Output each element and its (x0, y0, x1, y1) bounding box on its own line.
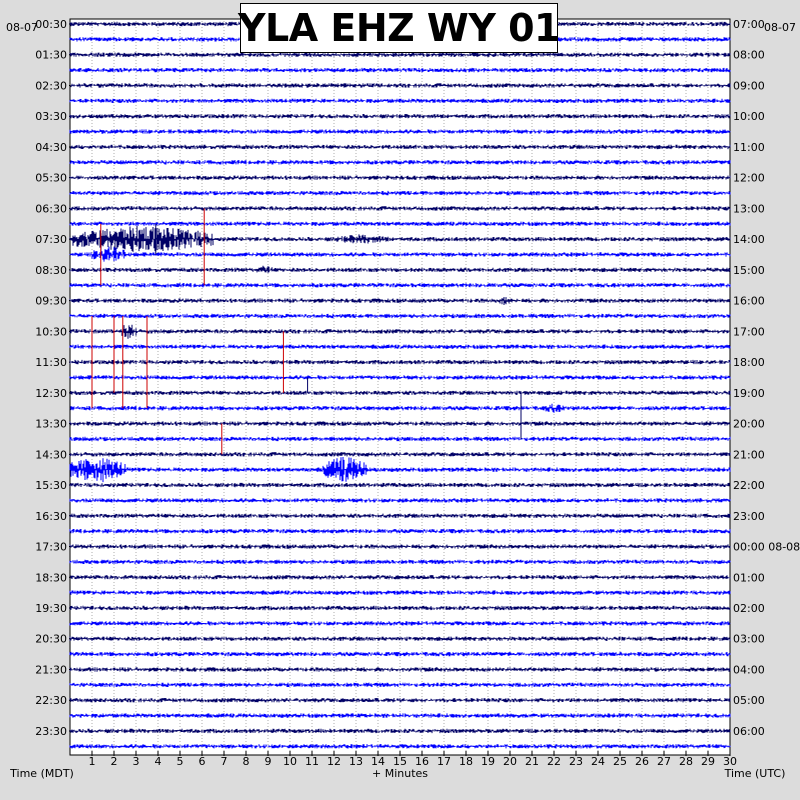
time-label-mdt: 12:30 (35, 386, 67, 400)
time-label-utc: 00:00 08-08 (733, 540, 800, 554)
time-label-mdt: 19:30 (35, 602, 67, 615)
time-label-mdt: 09:30 (35, 294, 67, 308)
time-label-mdt: 23:30 (35, 724, 67, 738)
x-tick-label: 26 (635, 755, 649, 768)
x-tick-label: 21 (525, 755, 539, 768)
date-label-left: 08-07 (6, 21, 38, 34)
time-label-utc: 16:00 (733, 294, 765, 308)
time-label-utc: 03:00 (733, 632, 765, 646)
x-tick-label: 29 (701, 755, 715, 768)
time-label-mdt: 13:30 (35, 417, 67, 431)
time-label-mdt: 15:30 (35, 479, 67, 493)
time-label-utc: 15:00 (733, 263, 765, 277)
x-tick-label: 4 (154, 755, 162, 768)
date-label-right: 08-07 (764, 21, 796, 34)
x-tick-label: 14 (371, 755, 385, 768)
x-tick-label: 1 (88, 755, 96, 768)
time-label-mdt: 06:30 (35, 202, 67, 216)
x-tick-label: 22 (547, 755, 561, 768)
time-label-mdt: 02:30 (35, 79, 67, 93)
x-tick-label: 7 (220, 755, 228, 768)
time-label-mdt: 16:30 (35, 509, 67, 523)
time-label-mdt: 22:30 (35, 694, 67, 708)
x-tick-label: 10 (283, 755, 297, 768)
time-label-mdt: 08:30 (35, 263, 67, 277)
time-label-mdt: 01:30 (35, 48, 67, 62)
x-tick-label: 13 (349, 755, 363, 768)
x-tick-label: 28 (679, 755, 693, 768)
x-tick-label: 12 (327, 755, 341, 768)
time-label-utc: 13:00 (733, 202, 765, 216)
x-tick-label: 8 (242, 755, 250, 768)
time-label-mdt: 14:30 (35, 448, 67, 462)
time-label-mdt: 03:30 (35, 110, 67, 124)
x-tick-label: 6 (198, 755, 206, 768)
time-label-utc: 17:00 (733, 325, 765, 339)
x-tick-label: 24 (591, 755, 605, 768)
time-label-utc: 10:00 (733, 110, 765, 124)
chart-title: YLA EHZ WY 01 (238, 6, 560, 50)
x-tick-label: 20 (503, 755, 517, 768)
y-axis-label-right: Time (UTC) (724, 767, 786, 780)
time-label-mdt: 00:30 (35, 18, 67, 31)
time-label-utc: 19:00 (733, 386, 765, 400)
x-tick-label: 17 (437, 755, 451, 768)
x-tick-label: 27 (657, 755, 671, 768)
x-tick-label: 15 (393, 755, 407, 768)
x-tick-label: 9 (264, 755, 272, 768)
y-axis-label-left: Time (MDT) (10, 767, 74, 780)
time-label-utc: 05:00 (733, 694, 765, 708)
time-label-mdt: 04:30 (35, 140, 67, 154)
time-label-mdt: 17:30 (35, 540, 67, 554)
x-tick-label: 5 (176, 755, 184, 768)
x-tick-label: 25 (613, 755, 627, 768)
x-tick-label: 23 (569, 755, 583, 768)
time-label-utc: 08:00 (733, 48, 765, 62)
chart-title-box (240, 3, 558, 53)
x-tick-label: 19 (481, 755, 495, 768)
time-label-mdt: 10:30 (35, 325, 67, 339)
time-label-utc: 22:00 (733, 479, 765, 493)
time-label-utc: 21:00 (733, 448, 765, 462)
time-label-utc: 01:00 (733, 571, 765, 585)
x-tick-label: 11 (305, 755, 319, 768)
time-label-utc: 23:00 (733, 509, 765, 523)
time-label-utc: 04:00 (733, 663, 765, 677)
x-tick-label: 2 (110, 755, 118, 768)
time-label-utc: 07:00 (733, 18, 765, 31)
time-label-mdt: 20:30 (35, 632, 67, 646)
time-label-mdt: 18:30 (35, 571, 67, 585)
x-axis-label: + Minutes (371, 767, 429, 780)
time-label-mdt: 21:30 (35, 663, 67, 677)
x-tick-label: 16 (415, 755, 429, 768)
time-label-mdt: 11:30 (35, 356, 67, 370)
time-label-utc: 02:00 (733, 602, 765, 615)
time-label-utc: 12:00 (733, 171, 765, 185)
time-label-utc: 09:00 (733, 79, 765, 93)
time-label-utc: 11:00 (733, 140, 765, 154)
time-label-utc: 18:00 (733, 356, 765, 370)
time-label-utc: 20:00 (733, 417, 765, 431)
time-label-mdt: 07:30 (35, 233, 67, 247)
time-label-utc: 14:00 (733, 233, 765, 247)
time-label-utc: 06:00 (733, 724, 765, 738)
x-tick-label: 18 (459, 755, 473, 768)
x-tick-label: 30 (723, 755, 737, 768)
time-label-mdt: 05:30 (35, 171, 67, 185)
x-tick-label: 3 (132, 755, 140, 768)
